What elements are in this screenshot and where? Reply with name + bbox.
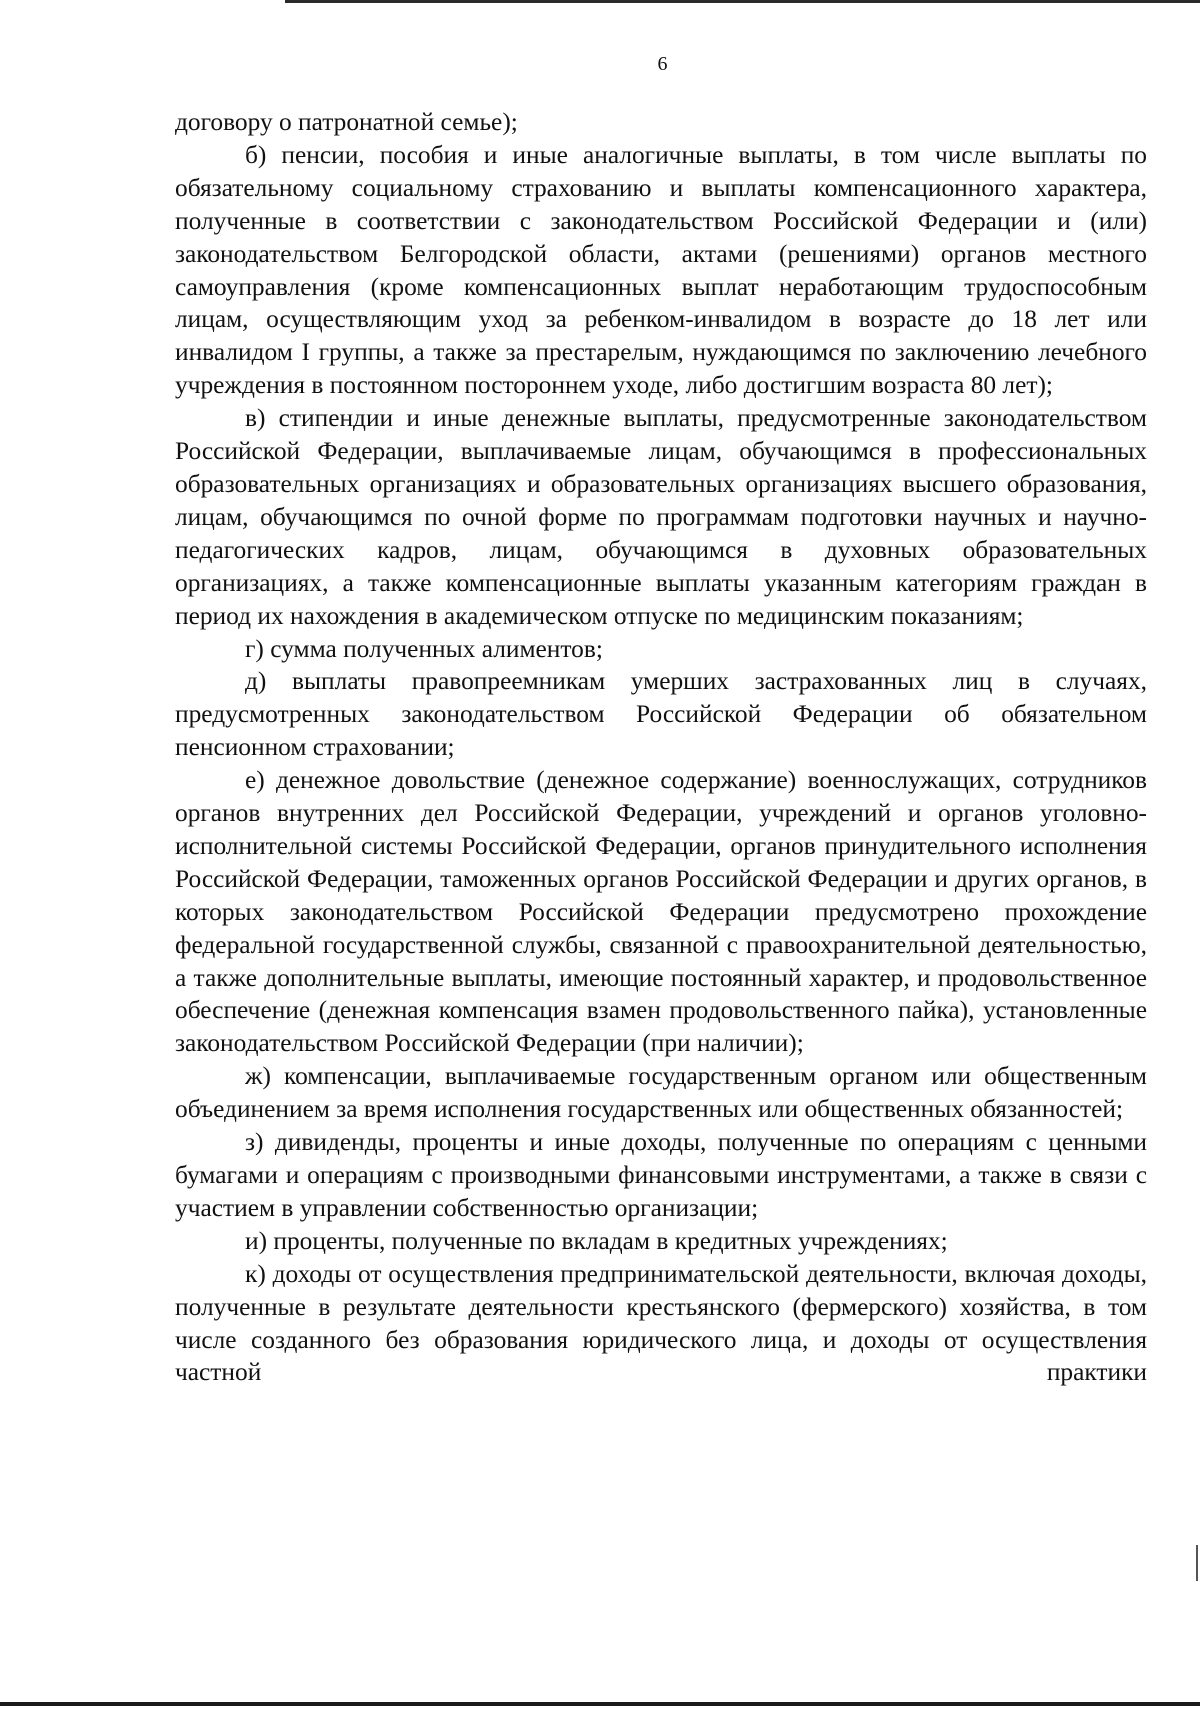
paragraph-item-b: б) пенсии, пособия и иные аналогичные выплаты, в том числе выплаты по обязательному социальному страхованию и выплаты компенсационного характера, полученные в соответствии с законодательством Российской Федерации и (или) законодательством Белгородской области, актами (решениями) органов местного самоуправления (кроме компенсационных выплат неработающим трудоспособным лицам, осуществляющим уход за ребенком-инвалидом в возрасте до 18 лет или инвалидом I группы, а также за престарелым, нуждающимся по заключению лечебного учреждения в постоянном постороннем уходе, либо достигшим возраста 80 лет); <box>175 140 1147 400</box>
document-body <box>175 106 1147 1389</box>
scan-top-edge-line <box>285 0 1200 3</box>
paragraph-continuation: договору о патронатной семье); <box>175 108 518 136</box>
paragraph-item-k: к) доходы от осуществления предпринимательской деятельности, включая доходы, полученные в результате деятельности крестьянского (фермерского) хозяйства, в том числе созданного без образования юридического лица, и доходы от осуществления частной практики <box>175 1259 1147 1387</box>
scan-right-edge-mark <box>1196 1545 1198 1581</box>
scan-bottom-edge-line <box>0 1702 1200 1706</box>
paragraph-item-z: з) дивиденды, проценты и иные доходы, полученные по операциям с ценными бумагами и операциям с производными финансовыми инструментами, а также в связи с участием в управлении собственностью организации; <box>175 1128 1147 1222</box>
paragraph-item-i: и) проценты, полученные по вкладам в кредитных учреждениях; <box>245 1226 948 1255</box>
paragraph-item-e: е) денежное довольствие (денежное содержание) военнослужащих, сотрудников органов внутренних дел Российской Федерации, учреждений и органов уголовно-исполнительной системы Российской Федерации, органов принудительного исполнения Российской Федерации, таможенных органов Российской Федерации и других органов, в которых законодательством Российской Федерации предусмотрено прохождение федеральной государственной службы, связанной с правоохранительной деятельностью, а также дополнительные выплаты, имеющие постоянный характер, и продовольственное обеспечение (денежная компенсация взамен продовольственного пайка), установленные законодательством Российской Федерации (при наличии); <box>175 766 1147 1058</box>
paragraph-item-zh: ж) компенсации, выплачиваемые государственным органом или общественным объединением за время исполнения государственных или общественных обязанностей; <box>175 1062 1147 1124</box>
paragraph-item-v: в) стипендии и иные денежные выплаты, предусмотренные законодательством Российской Федерации, выплачиваемые лицам, обучающимся в профессиональных образовательных организациях и образовательных организациях высшего образования, лицам, обучающимся по очной форме по программам подготовки научных и научно-педагогических кадров, лицам, обучающимся в духовных образовательных организациях, а также компенсационные выплаты указанным категориям граждан в период их нахождения в академическом отпуске по медицинским показаниям; <box>175 404 1147 630</box>
paragraph-item-g: г) сумма полученных алиментов; <box>245 634 603 663</box>
page-number: 6 <box>657 53 668 75</box>
paragraph-item-d: д) выплаты правопреемникам умерших застрахованных лиц в случаях, предусмотренных законодательством Российской Федерации об обязательном пенсионном страховании; <box>175 667 1147 762</box>
